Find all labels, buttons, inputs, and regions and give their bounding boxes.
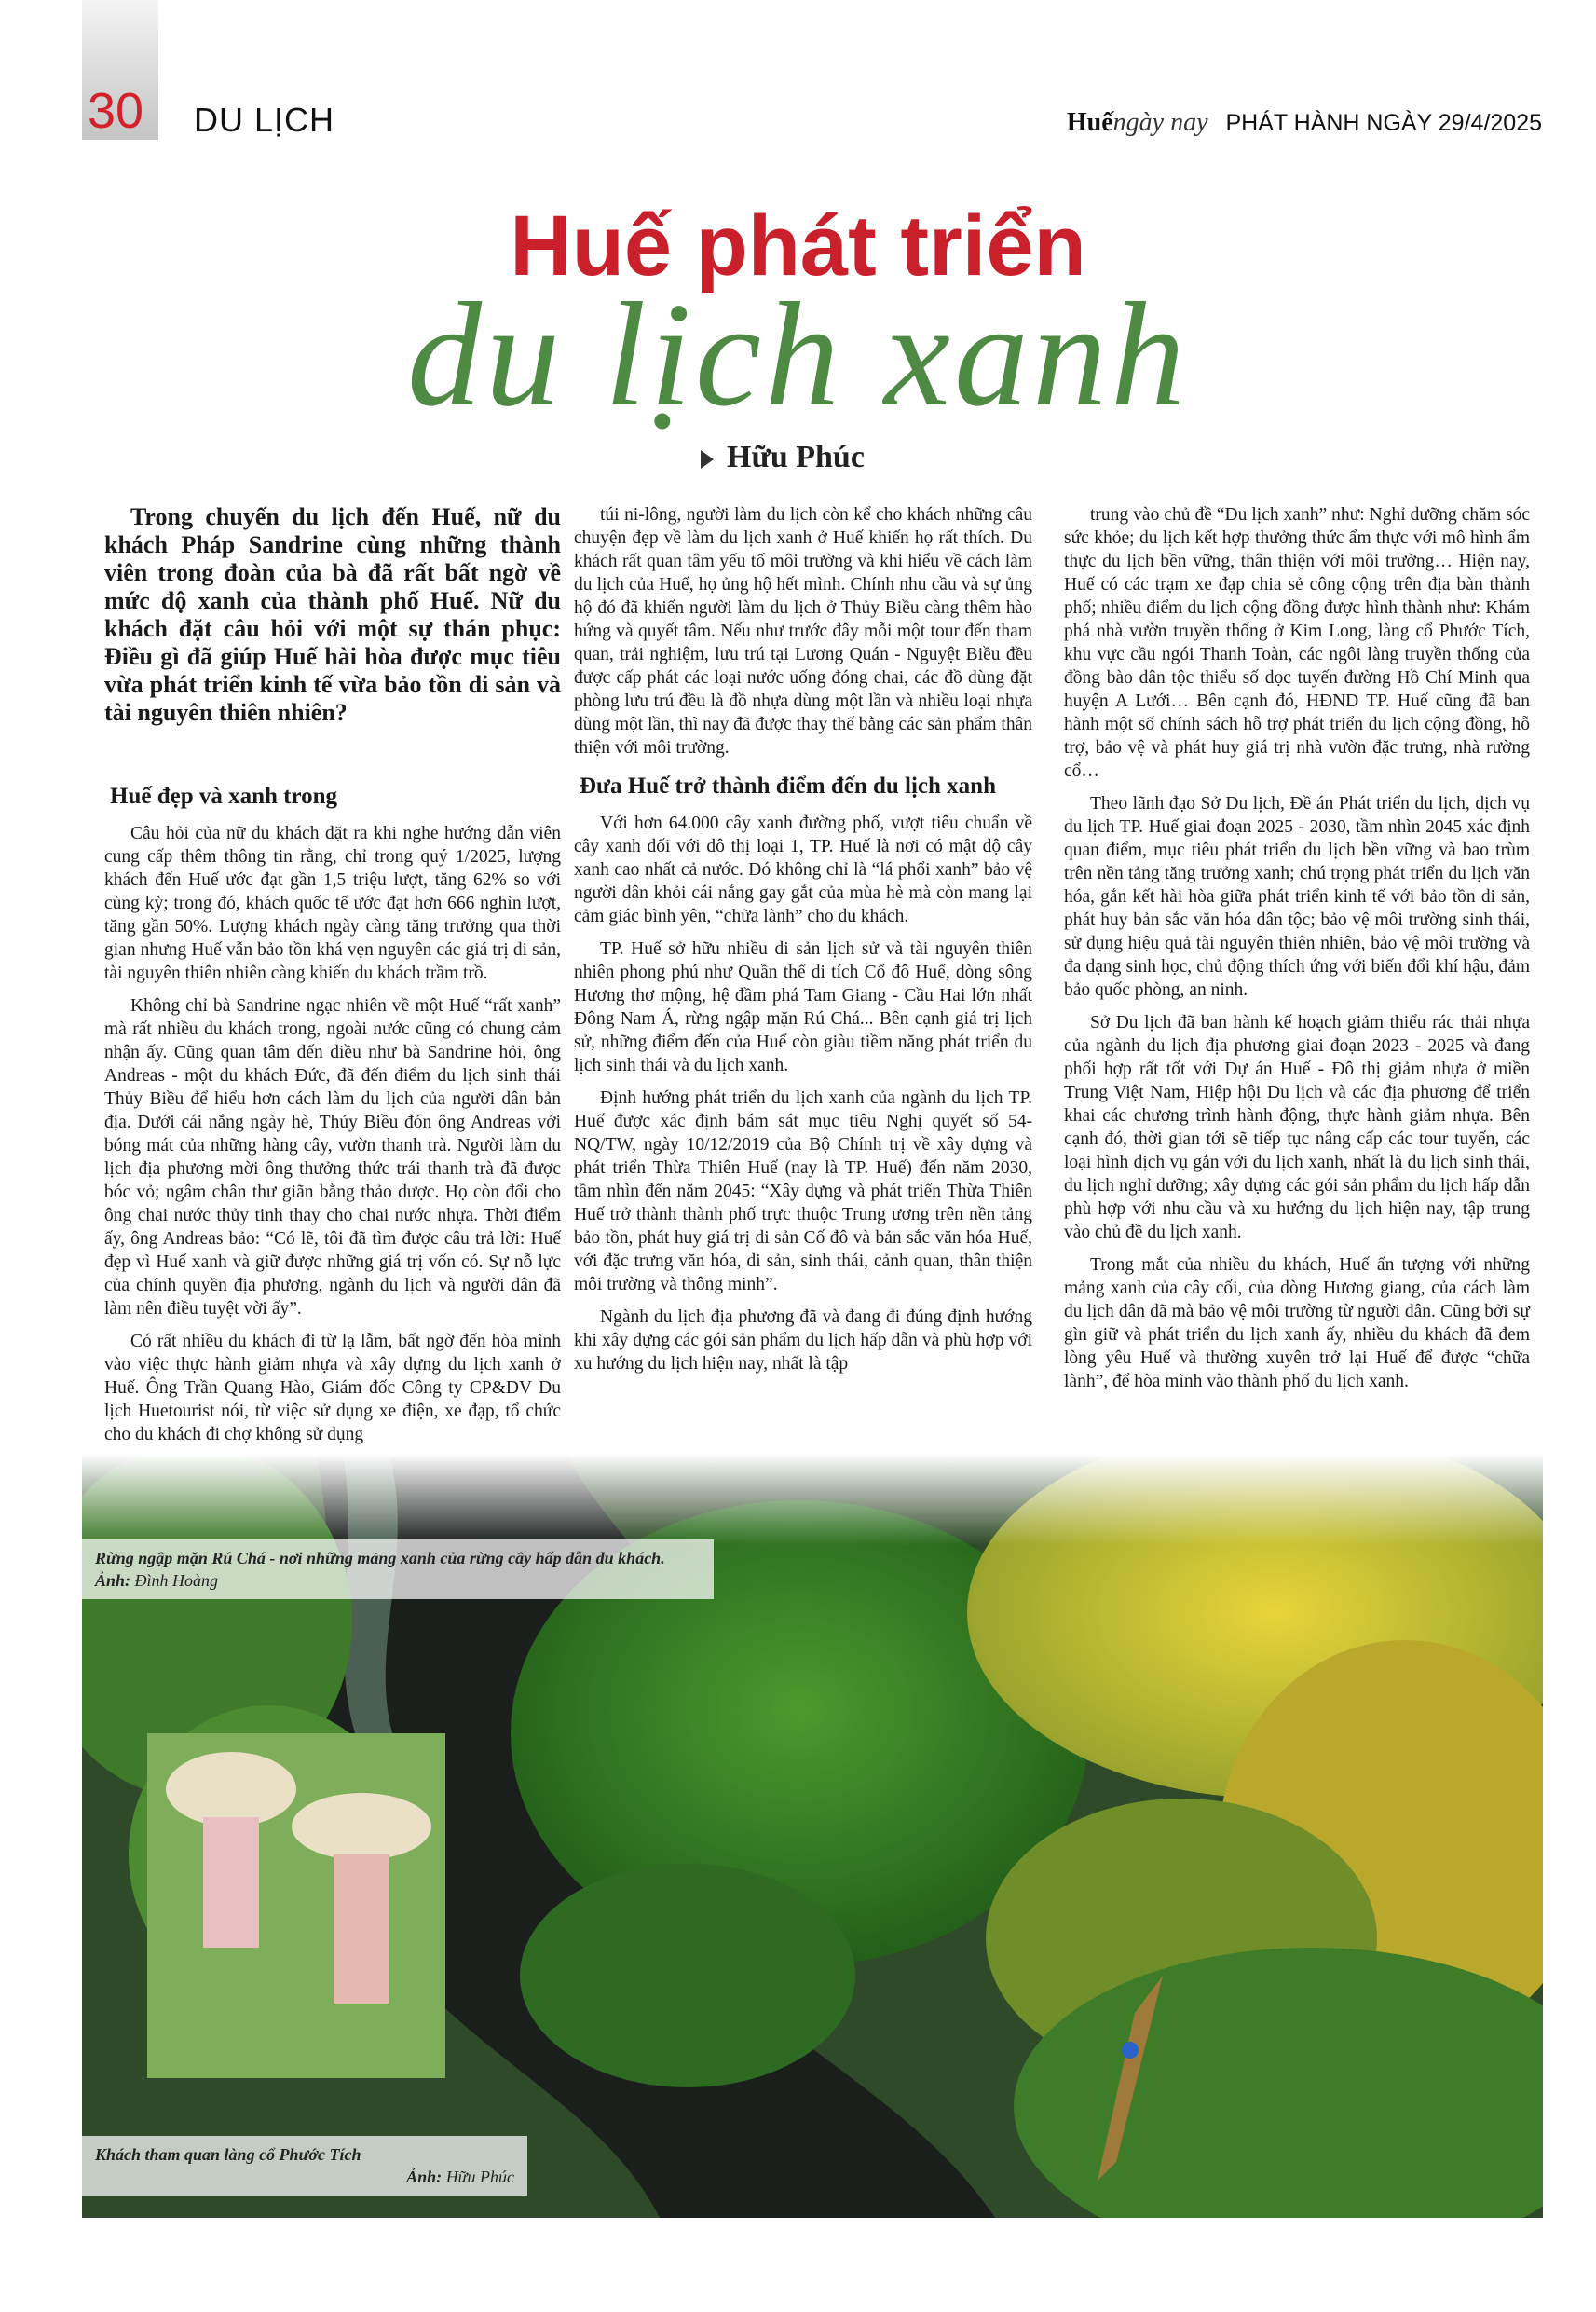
column-2 — [574, 503, 1032, 1385]
paragraph: Ngành du lịch địa phương đã và đang đi đúng định hướng khi xây dựng các gói sản phẩm du lịch hấp dẫn và phù hợp với xu hướng du lịch hiện nay, nhất là tập — [574, 1307, 1032, 1374]
paragraph: trung vào chủ đề “Du lịch xanh” như: Nghỉ dưỡng chăm sóc sức khỏe; du lịch kết hợp thưởng thức ẩm thực với mô hình ẩm thực du lịch bền vững, thân thiện với môi trường… Hiện nay, Huế có các trạm xe đạp chia sẻ công cộng trên địa bàn thành phố; nhiều điểm du lịch cộng đồng được hình thành như: Khám phá nhà vườn truyền thống ở Kim Long, làng cổ Phước Tích, khu vực cầu ngói Thanh Toàn, các ngôi làng truyền thống của đồng bào dân tộc thiểu số dọc tuyến đường Hồ Chí Minh qua huyện A Lưới… Bên cạnh đó, HĐND TP. Huế cũng đã ban hành một số chính sách hỗ trợ phát triển du lịch cộng đồng, hỗ trợ, bảo vệ và phát huy giá trị nhà vườn đặc trưng, nhà rường cổ… — [1064, 505, 1530, 781]
play-triangle-icon — [701, 450, 714, 469]
brand-logo: Huếngày nay — [1066, 108, 1208, 137]
column-1 — [104, 503, 561, 1456]
column-3 — [1064, 503, 1530, 1402]
page-number: 30 — [88, 83, 144, 139]
masthead — [1067, 108, 1542, 138]
paragraph: Câu hỏi của nữ du khách đặt ra khi nghe hướng dẫn viên cung cấp thêm thông tin rằng, chỉ trong quý 1/2025, lượng khách đến Huế ước đạt gần 1,5 triệu lượt, tăng 62% so với cùng kỳ; trong đó, khách quốc tế ước đạt hơn 666 nghìn lượt, tăng gần 50%. Lượng khách ngày càng tăng trưởng qua thời gian nhưng Huế vẫn bảo tồn khá vẹn nguyên các giá trị di sản, tài nguyên thiên nhiên càng khiến du khách trầm trồ. — [104, 824, 561, 983]
paragraph: Không chỉ bà Sandrine ngạc nhiên về một Huế “rất xanh” mà rất nhiều du khách trong, ngoài nước cũng có chung cảm nhận ấy. Cũng quan tâm đến điều như bà Sandrine hỏi, ông Andreas - một du khách Đức, đã đến điểm du lịch sinh thái Thủy Biều để hiểu hơn cách làm du lịch của người dân bản địa. Dưới cái nắng ngày hè, Thủy Biều đón ông Andreas với bóng mát của những hàng cây, vườn thanh trà. Người làm du lịch địa phương mời ông thưởng thức trái thanh trà đã được bóc vỏ; ngâm chân thư giãn bằng thảo dược. Họ còn đổi cho ông chai nước thủy tinh thay cho chai nước nhựa. Thời điểm ấy, ông Andreas bảo: “Có lẽ, tôi đã tìm được câu trả lời: Huế đẹp vì Huế xanh và giữ được những giá trị vốn có. Sự nỗ lực của chính quyền địa phương, ngành du lịch và người dân đã làm nên điều tuyệt vời ấy”. — [104, 996, 561, 1319]
paragraph: Sở Du lịch đã ban hành kế hoạch giảm thiểu rác thải nhựa của ngành du lịch địa phương giai đoạn 2023 - 2025 và đang phối hợp rất tốt với Dự án Huế - Đô thị giảm nhựa ở miền Trung Việt Nam, Hiệp hội Du lịch và các địa phương để triển khai các chương trình hành động, thực hành giảm nhựa. Bên cạnh đó, thời gian tới sẽ tiếp tục nâng cấp các tour tuyến, các loại hình dịch vụ gắn với du lịch xanh, nhất là du lịch sinh thái, du lịch nghỉ dưỡng; xây dựng các gói sản phẩm du lịch hấp dẫn phù hợp với nhu cầu và xu hướng du lịch hiện nay, tập trung vào chủ đề du lịch xanh. — [1064, 1013, 1530, 1242]
lead-paragraph: Trong chuyến du lịch đến Huế, nữ du khách Pháp Sandrine cùng những thành viên trong đoàn của bà đã rất bất ngờ về mức độ xanh của thành phố Huế. Nữ du khách đặt câu hỏi với một sự thán phục: Điều gì đã giúp Huế hài hòa được mục tiêu vừa phát triển kinh tế vừa bảo tồn di sản và tài nguyên thiên nhiên? — [104, 503, 561, 726]
subheading-1: Huế đẹp và xanh trong — [110, 784, 338, 809]
paragraph: túi ni-lông, người làm du lịch còn kể cho khách những câu chuyện đẹp về làm du lịch xanh ở Huế khiến họ rất thích. Du khách rất quan tâm yếu tố môi trường và khi hiểu về cách làm du lịch của Huế, họ ủng hộ hết mình. Chính nhu cầu và sự ủng hộ đó đã khiến người làm du lịch ở Thủy Biều càng thêm hào hứng và quyết tâm. Nếu như trước đây mỗi một tour đến tham quan, trải nghiệm, lưu trú tại Lương Quán - Nguyệt Biều đều được cấp phát các loại nước uống đóng chai, các đồ dùng đặt phòng lưu trú đều là đồ nhựa dùng một lần và nhiều loại nhựa dùng một lần, thì nay đã được thay thế bằng các sản phẩm thân thiện với môi trường. — [574, 505, 1032, 758]
paragraph: Trong mắt của nhiều du khách, Huế ấn tượng với những mảng xanh của cây cối, của dòng Hương giang, của cách làm du lịch dân dã mà bảo vệ môi trường từ người dân. Cũng bởi sự gìn giữ và phát triển du lịch xanh ấy, nhiều du khách đã đem lòng yêu Huế và thường xuyên trở lại Huế để được “chữa lành”, để hòa mình vào thành phố du lịch xanh. — [1064, 1255, 1530, 1391]
section-label: DU LỊCH — [194, 101, 335, 139]
paragraph: Có rất nhiều du khách đi từ lạ lẫm, bất ngờ đến hòa mình vào việc thực hành giảm nhựa và xây dựng du lịch xanh ở Huế. Ông Trần Quang Hào, Giám đốc Công ty CP&DV Du lịch Huetourist nói, từ việc sử dụng xe điện, xe đạp, tổ chức cho du khách đi chợ không sử dụng — [104, 1332, 561, 1444]
paragraph: Theo lãnh đạo Sở Du lịch, Đề án Phát triển du lịch, dịch vụ du lịch TP. Huế giai đoạn 2025 - 2030, tầm nhìn 2045 xác định quan điểm, mục tiêu phát triển du lịch bền vững và bao trùm trên nền tảng tăng trưởng xanh; chú trọng phát triển du lịch văn hóa, gắn kết hài hòa giữa phát triển kinh tế với bảo tồn di sản, phát huy bản sắc văn hóa dân tộc; bảo vệ môi trường sinh thái, sử dụng hiệu quả tài nguyên thiên nhiên, bảo vệ môi trường và đa dạng sinh học, chủ động thích ứng với biến đổi khí hậu, đảm bảo quốc phòng, an ninh. — [1064, 794, 1530, 1000]
paragraph: Với hơn 64.000 cây xanh đường phố, vượt tiêu chuẩn về cây xanh đối với đô thị loại 1, TP. Huế là nơi có mật độ cây xanh cao nhất cả nước. Đó không chỉ là “lá phổi xanh” bảo vệ người dân khỏi cái nắng gay gắt của mùa hè mà còn mang lại cảm giác bình yên, “chữa lành” cho du khách. — [574, 814, 1032, 926]
byline — [701, 440, 865, 475]
mangrove-photo — [82, 1454, 1543, 2218]
paragraph: Định hướng phát triển du lịch xanh của ngành du lịch TP. Huế được xác định bám sát mục tiêu Nghị quyết số 54-NQ/TW, ngày 10/12/2019 của Bộ Chính trị về xây dựng và phát triển Thừa Thiên Huế (nay là TP. Huế) đến năm 2030, tầm nhìn đến năm 2045: “Xây dựng và phát triển Thừa Thiên Huế trở thành thành phố trực thuộc Trung ương trên nền tảng bảo tồn, phát huy giá trị di sản Cố đô và bản sắc văn hóa Huế, với đặc trưng văn hóa, di sản, sinh thái, cảnh quan, thân thiện môi trường và thông minh”. — [574, 1088, 1032, 1294]
headline-line2: du lịch xanh — [407, 271, 1189, 437]
photo-caption-inset: Khách tham quan làng cổ Phước Tích Ảnh: Hữu Phúc — [82, 2136, 527, 2196]
photo-caption-main: Rừng ngập mặn Rú Chá - nơi những mảng xanh của rừng cây hấp dẫn du khách. Ảnh: Đình Hoàng — [82, 1539, 714, 1599]
headline-line1: Huế phát triển — [510, 198, 1086, 294]
paragraph: TP. Huế sở hữu nhiều di sản lịch sử và tài nguyên thiên nhiên phong phú như Quần thể di tích Cố đô Huế, dòng sông Hương thơ mộng, hệ đầm phá Tam Giang - Cầu Hai lớn nhất Đông Nam Á, rừng ngập mặn Rú Chá... Bên cạnh giá trị lịch sử, những điểm đến của Huế còn giàu tiềm năng phát triển du lịch sinh thái và du lịch xanh. — [574, 939, 1032, 1075]
release-date: PHÁT HÀNH NGÀY 29/4/2025 — [1225, 110, 1542, 136]
subheading-2: Đưa Huế trở thành điểm đến du lịch xanh — [580, 773, 996, 799]
author-name: Hữu Phúc — [727, 440, 865, 474]
